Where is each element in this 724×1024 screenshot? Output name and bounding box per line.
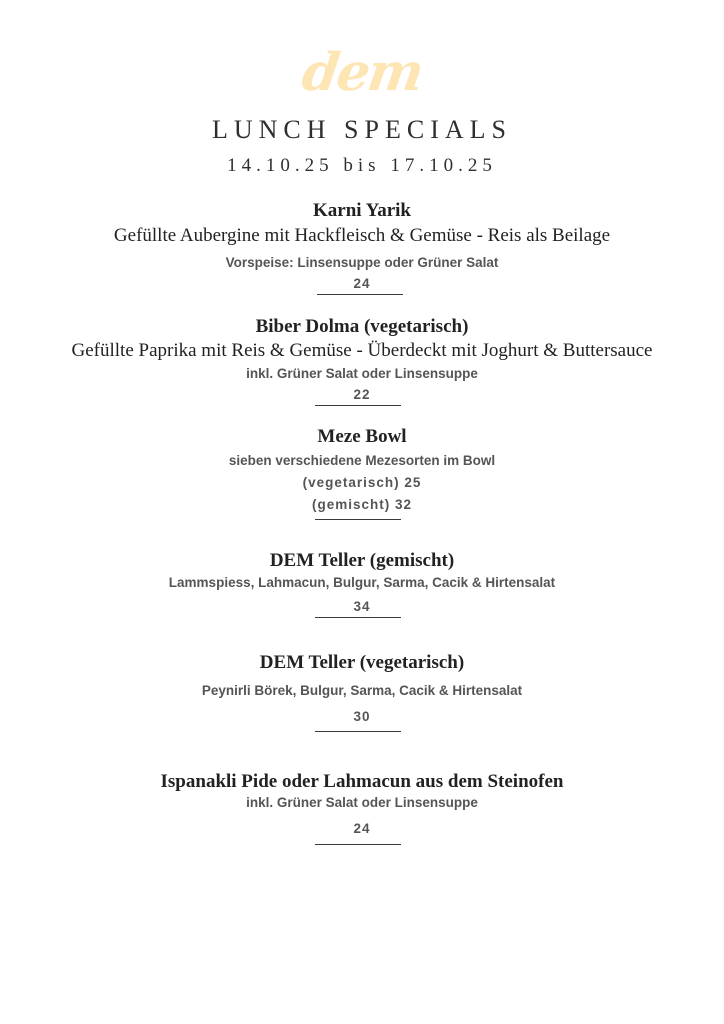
menu-title: LUNCH SPECIALS: [212, 115, 512, 144]
menu-dates: 14.10.25 bis 17.10.25: [227, 155, 497, 176]
dem-logo: dem: [298, 42, 426, 103]
dish-name: DEM Teller (vegetarisch): [259, 652, 465, 673]
dish-side: Lammspiess, Lahmacun, Bulgur, Sarma, Cacik & Hirtensalat: [168, 575, 556, 590]
dish-side: Vorspeise: Linsensuppe oder Grüner Salat: [225, 255, 499, 270]
price-divider: [317, 294, 403, 295]
dish-description: Gefüllte Paprika mit Reis & Gemüse - Überdeckt mit Joghurt & Buttersauce: [71, 340, 653, 361]
dish-side: inkl. Grüner Salat oder Linsensuppe: [246, 795, 478, 810]
price-divider: [315, 844, 401, 845]
dish-name: Karni Yarik: [313, 200, 411, 221]
dish-price: 24: [353, 276, 371, 291]
dish-price: 22: [353, 387, 371, 402]
dish-name: Ispanakli Pide oder Lahmacun aus dem Steinofen: [160, 771, 564, 792]
dish-description: Gefüllte Aubergine mit Hackfleisch & Gemüse - Reis als Beilage: [113, 225, 611, 246]
dish-side: Peynirli Börek, Bulgur, Sarma, Cacik & Hirtensalat: [201, 683, 523, 698]
dish-side: inkl. Grüner Salat oder Linsensuppe: [246, 366, 478, 381]
dish-price: 30: [353, 709, 371, 724]
dish-name: Meze Bowl: [317, 426, 407, 447]
dish-price: 34: [353, 599, 371, 614]
dish-price: 24: [353, 821, 371, 836]
price-divider: [315, 617, 401, 618]
dish-name: DEM Teller (gemischt): [269, 550, 455, 571]
price-divider: [315, 405, 401, 406]
dish-side: sieben verschiedene Mezesorten im Bowl: [228, 453, 496, 468]
dish-price-vegetarian: (vegetarisch) 25: [302, 475, 422, 490]
dish-price-mixed: (gemischt) 32: [311, 497, 413, 512]
price-divider: [315, 519, 401, 520]
price-divider: [315, 731, 401, 732]
dish-name: Biber Dolma (vegetarisch): [255, 316, 469, 337]
